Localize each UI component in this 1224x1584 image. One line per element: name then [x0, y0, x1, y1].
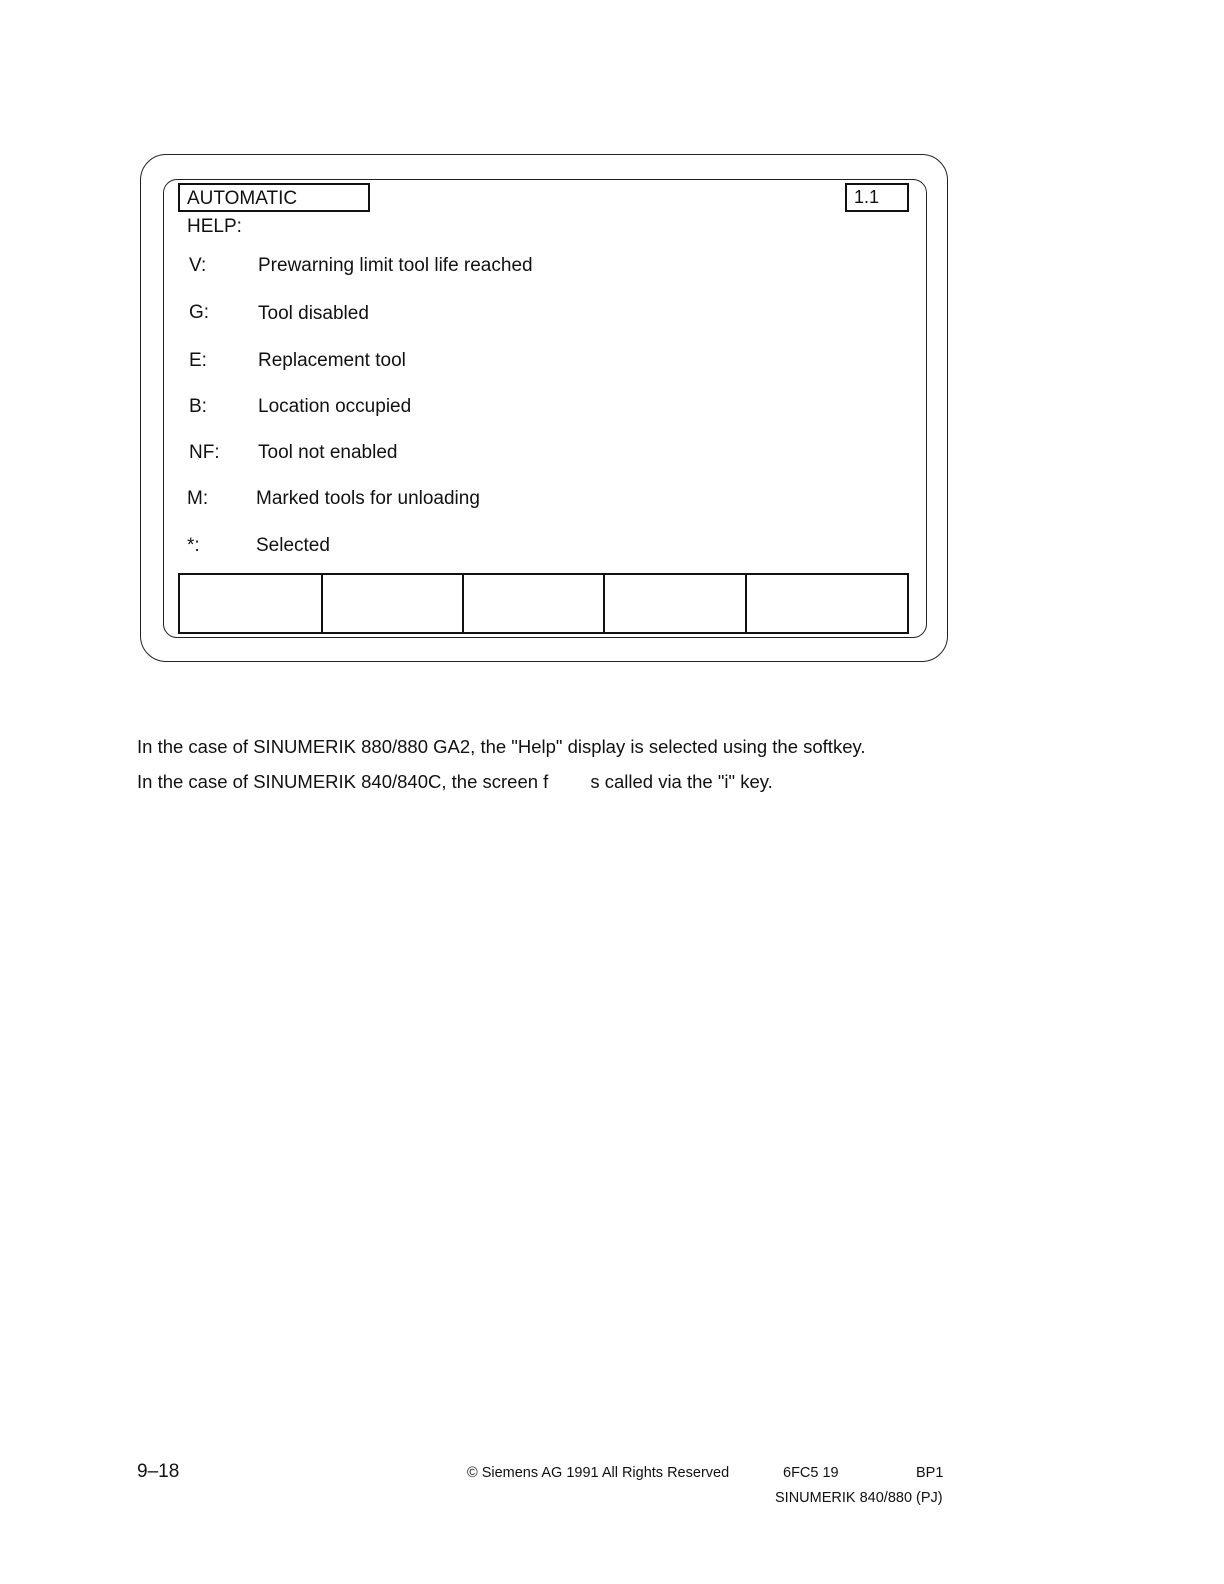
softkey-4[interactable] [603, 575, 745, 632]
softkey-5[interactable] [745, 575, 909, 632]
body-paragraph-2 [137, 771, 773, 793]
help-code-v: V: [189, 255, 207, 276]
body-paragraph-1: In the case of SINUMERIK 880/880 GA2, the "Help" display is selected using the softkey. [137, 736, 866, 757]
order-number: 6FC5 19 [783, 1465, 839, 1481]
help-code-m: M: [187, 488, 209, 509]
softkey-3[interactable] [462, 575, 603, 632]
help-code-e: E: [189, 350, 207, 371]
help-text-m: Marked tools for unloading [256, 488, 480, 509]
product-name: SINUMERIK 840/880 (PJ) [775, 1490, 943, 1506]
body-paragraph-2-start: In the case of SINUMERIK 840/840C, the screen f [137, 771, 549, 792]
channel-number-field: 1.1 [845, 183, 909, 212]
help-heading: HELP: [187, 216, 242, 237]
copyright-notice: © Siemens AG 1991 All Rights Reserved [467, 1465, 730, 1481]
operating-mode-field: AUTOMATIC [178, 183, 370, 212]
softkey-bar [178, 573, 909, 634]
help-text-g: Tool disabled [258, 303, 369, 324]
help-text-v: Prewarning limit tool life reached [258, 255, 533, 276]
body-paragraph-2-end: s called via the "i" key. [590, 771, 773, 792]
help-text-selected: Selected [256, 535, 330, 556]
help-code-b: B: [189, 396, 207, 417]
help-text-e: Replacement tool [258, 350, 406, 371]
softkey-2[interactable] [321, 575, 462, 632]
page-number: 9–18 [137, 1461, 180, 1482]
help-text-b: Location occupied [258, 396, 412, 417]
help-code-g: G: [189, 302, 210, 323]
edition-code: BP1 [916, 1465, 944, 1481]
softkey-1[interactable] [180, 575, 321, 632]
help-code-selected: *: [187, 535, 200, 556]
help-code-nf: NF: [189, 442, 220, 463]
help-text-nf: Tool not enabled [258, 442, 398, 463]
